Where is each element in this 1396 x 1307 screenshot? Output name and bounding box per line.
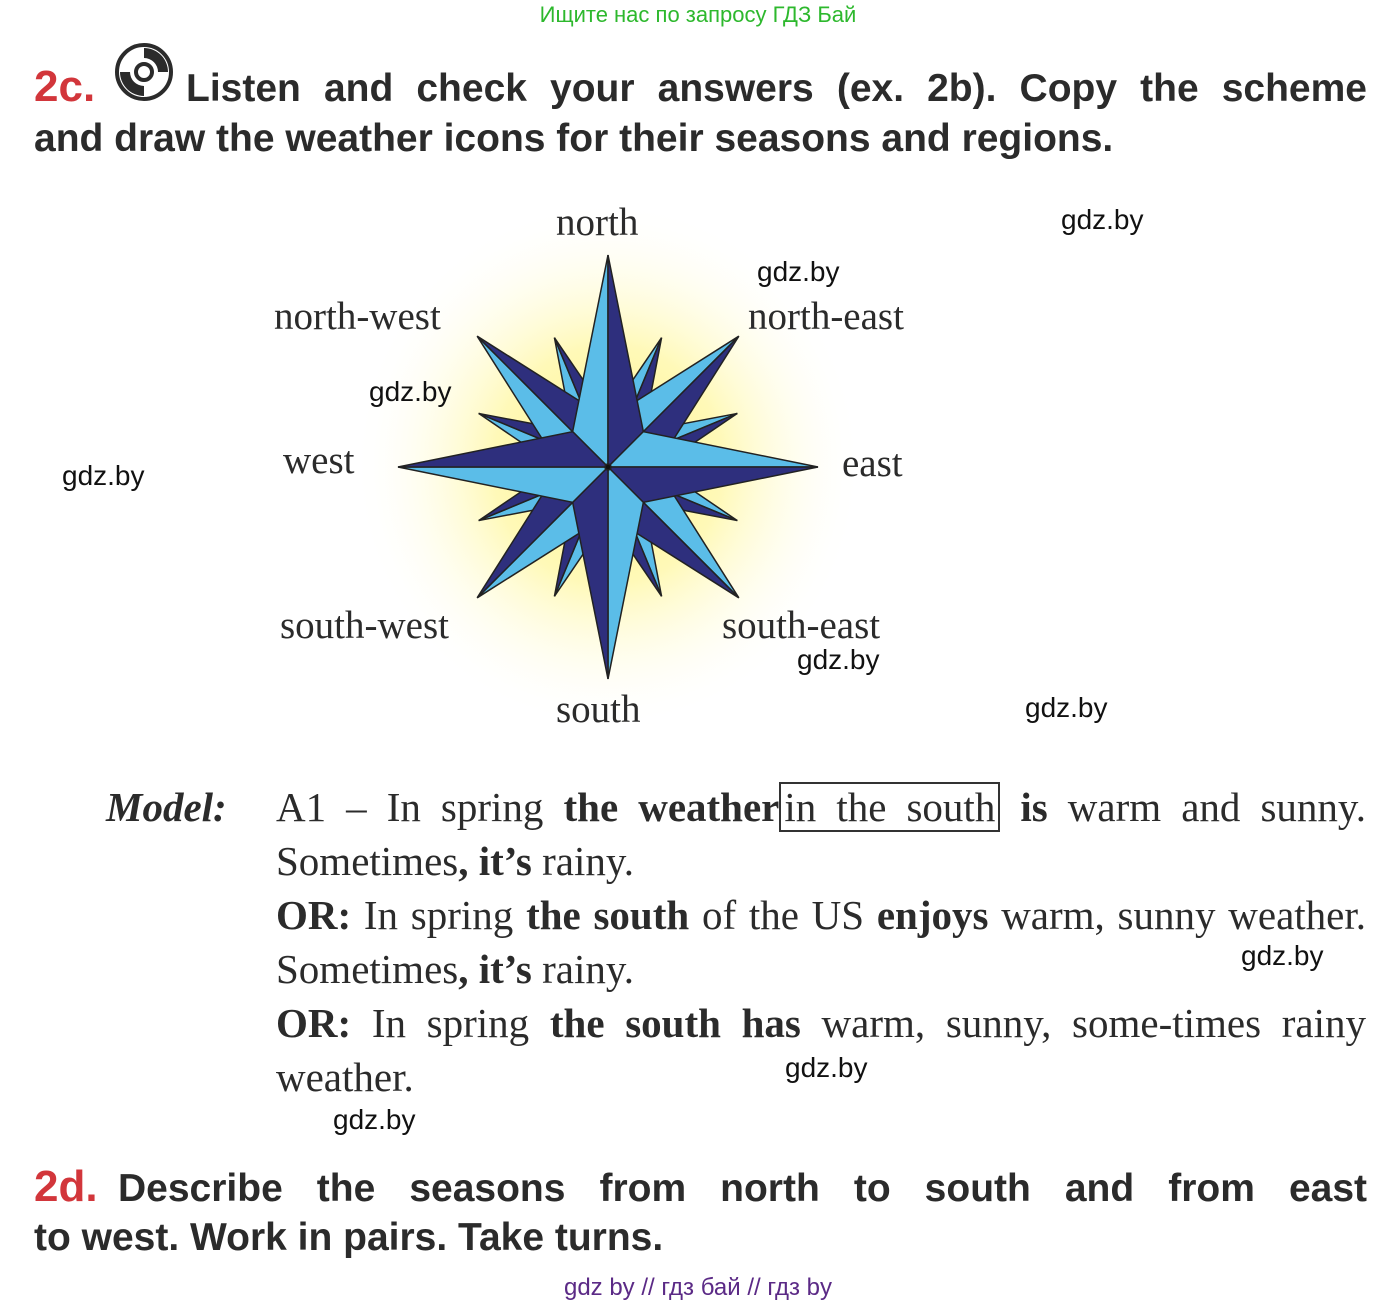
model-line-a1: [276, 780, 1366, 888]
footer-watermark: gdz by // гдз бай // гдз by: [563, 1274, 833, 1301]
watermark: gdz.by: [785, 1052, 868, 1083]
watermark: gdz.by: [797, 644, 880, 675]
or-label: OR:: [276, 1000, 352, 1046]
exercise-number-2d: 2d.: [34, 1162, 98, 1211]
exercise-2d-line1: Describe the seasons from north to south and from east: [118, 1167, 1367, 1210]
label-south-west: south-west: [280, 604, 449, 647]
model-line-or2: [276, 996, 1366, 1104]
model-label: Model:: [106, 784, 227, 830]
bold-text: the south: [526, 892, 690, 938]
label-west: west: [283, 439, 355, 482]
label-north-west: north-west: [274, 295, 441, 338]
label-north-east: north-east: [748, 295, 904, 338]
audio-cd-icon[interactable]: [114, 42, 174, 102]
watermark: gdz.by: [333, 1104, 416, 1135]
model-text: [276, 780, 1366, 1104]
watermark: gdz.by: [757, 256, 840, 287]
text: rainy.: [531, 838, 634, 884]
top-banner: Ищите нас по запросу ГДЗ Бай: [539, 2, 857, 27]
text: warm, sunny, some-times rainy weather.: [276, 1000, 1366, 1100]
label-east: east: [842, 442, 903, 485]
bold-text: the weather: [563, 784, 780, 830]
exercise-2d-line2: to west. Work in pairs. Take turns.: [34, 1216, 664, 1259]
exercise-number-2c: 2c.: [34, 62, 96, 111]
exercise-2c-line1: Listen and check your answers (ex. 2b). Copy the scheme: [186, 67, 1367, 110]
boxed-phrase: in the south: [779, 782, 1000, 832]
text: warm, sunny weather. Sometimes: [276, 892, 1366, 992]
text: A1 – In spring: [276, 784, 564, 830]
text: warm and sunny. Sometimes: [276, 784, 1367, 884]
bold-text: , it’s: [458, 838, 532, 884]
watermark: gdz.by: [369, 376, 452, 407]
text: rainy.: [531, 946, 634, 992]
text: In spring: [351, 892, 527, 938]
label-south: south: [556, 688, 641, 731]
watermark: gdz.by: [1241, 940, 1324, 971]
bold-text: , it’s: [458, 946, 532, 992]
label-south-east: south-east: [722, 604, 881, 647]
exercise-2c-line2: and draw the weather icons for their seasons and regions.: [34, 117, 1114, 160]
label-north: north: [556, 201, 639, 244]
compass-center: [605, 464, 611, 470]
bold-text: is: [1020, 784, 1048, 830]
text: In spring: [351, 1000, 550, 1046]
watermark: gdz.by: [62, 460, 145, 491]
bold-text: the south has: [549, 1000, 801, 1046]
model-line-or1: [276, 888, 1366, 996]
bold-text: enjoys: [876, 892, 989, 938]
watermark: gdz.by: [1061, 204, 1144, 235]
text: of the US: [689, 892, 877, 938]
watermark: gdz.by: [1025, 692, 1108, 723]
or-label: OR:: [276, 892, 352, 938]
